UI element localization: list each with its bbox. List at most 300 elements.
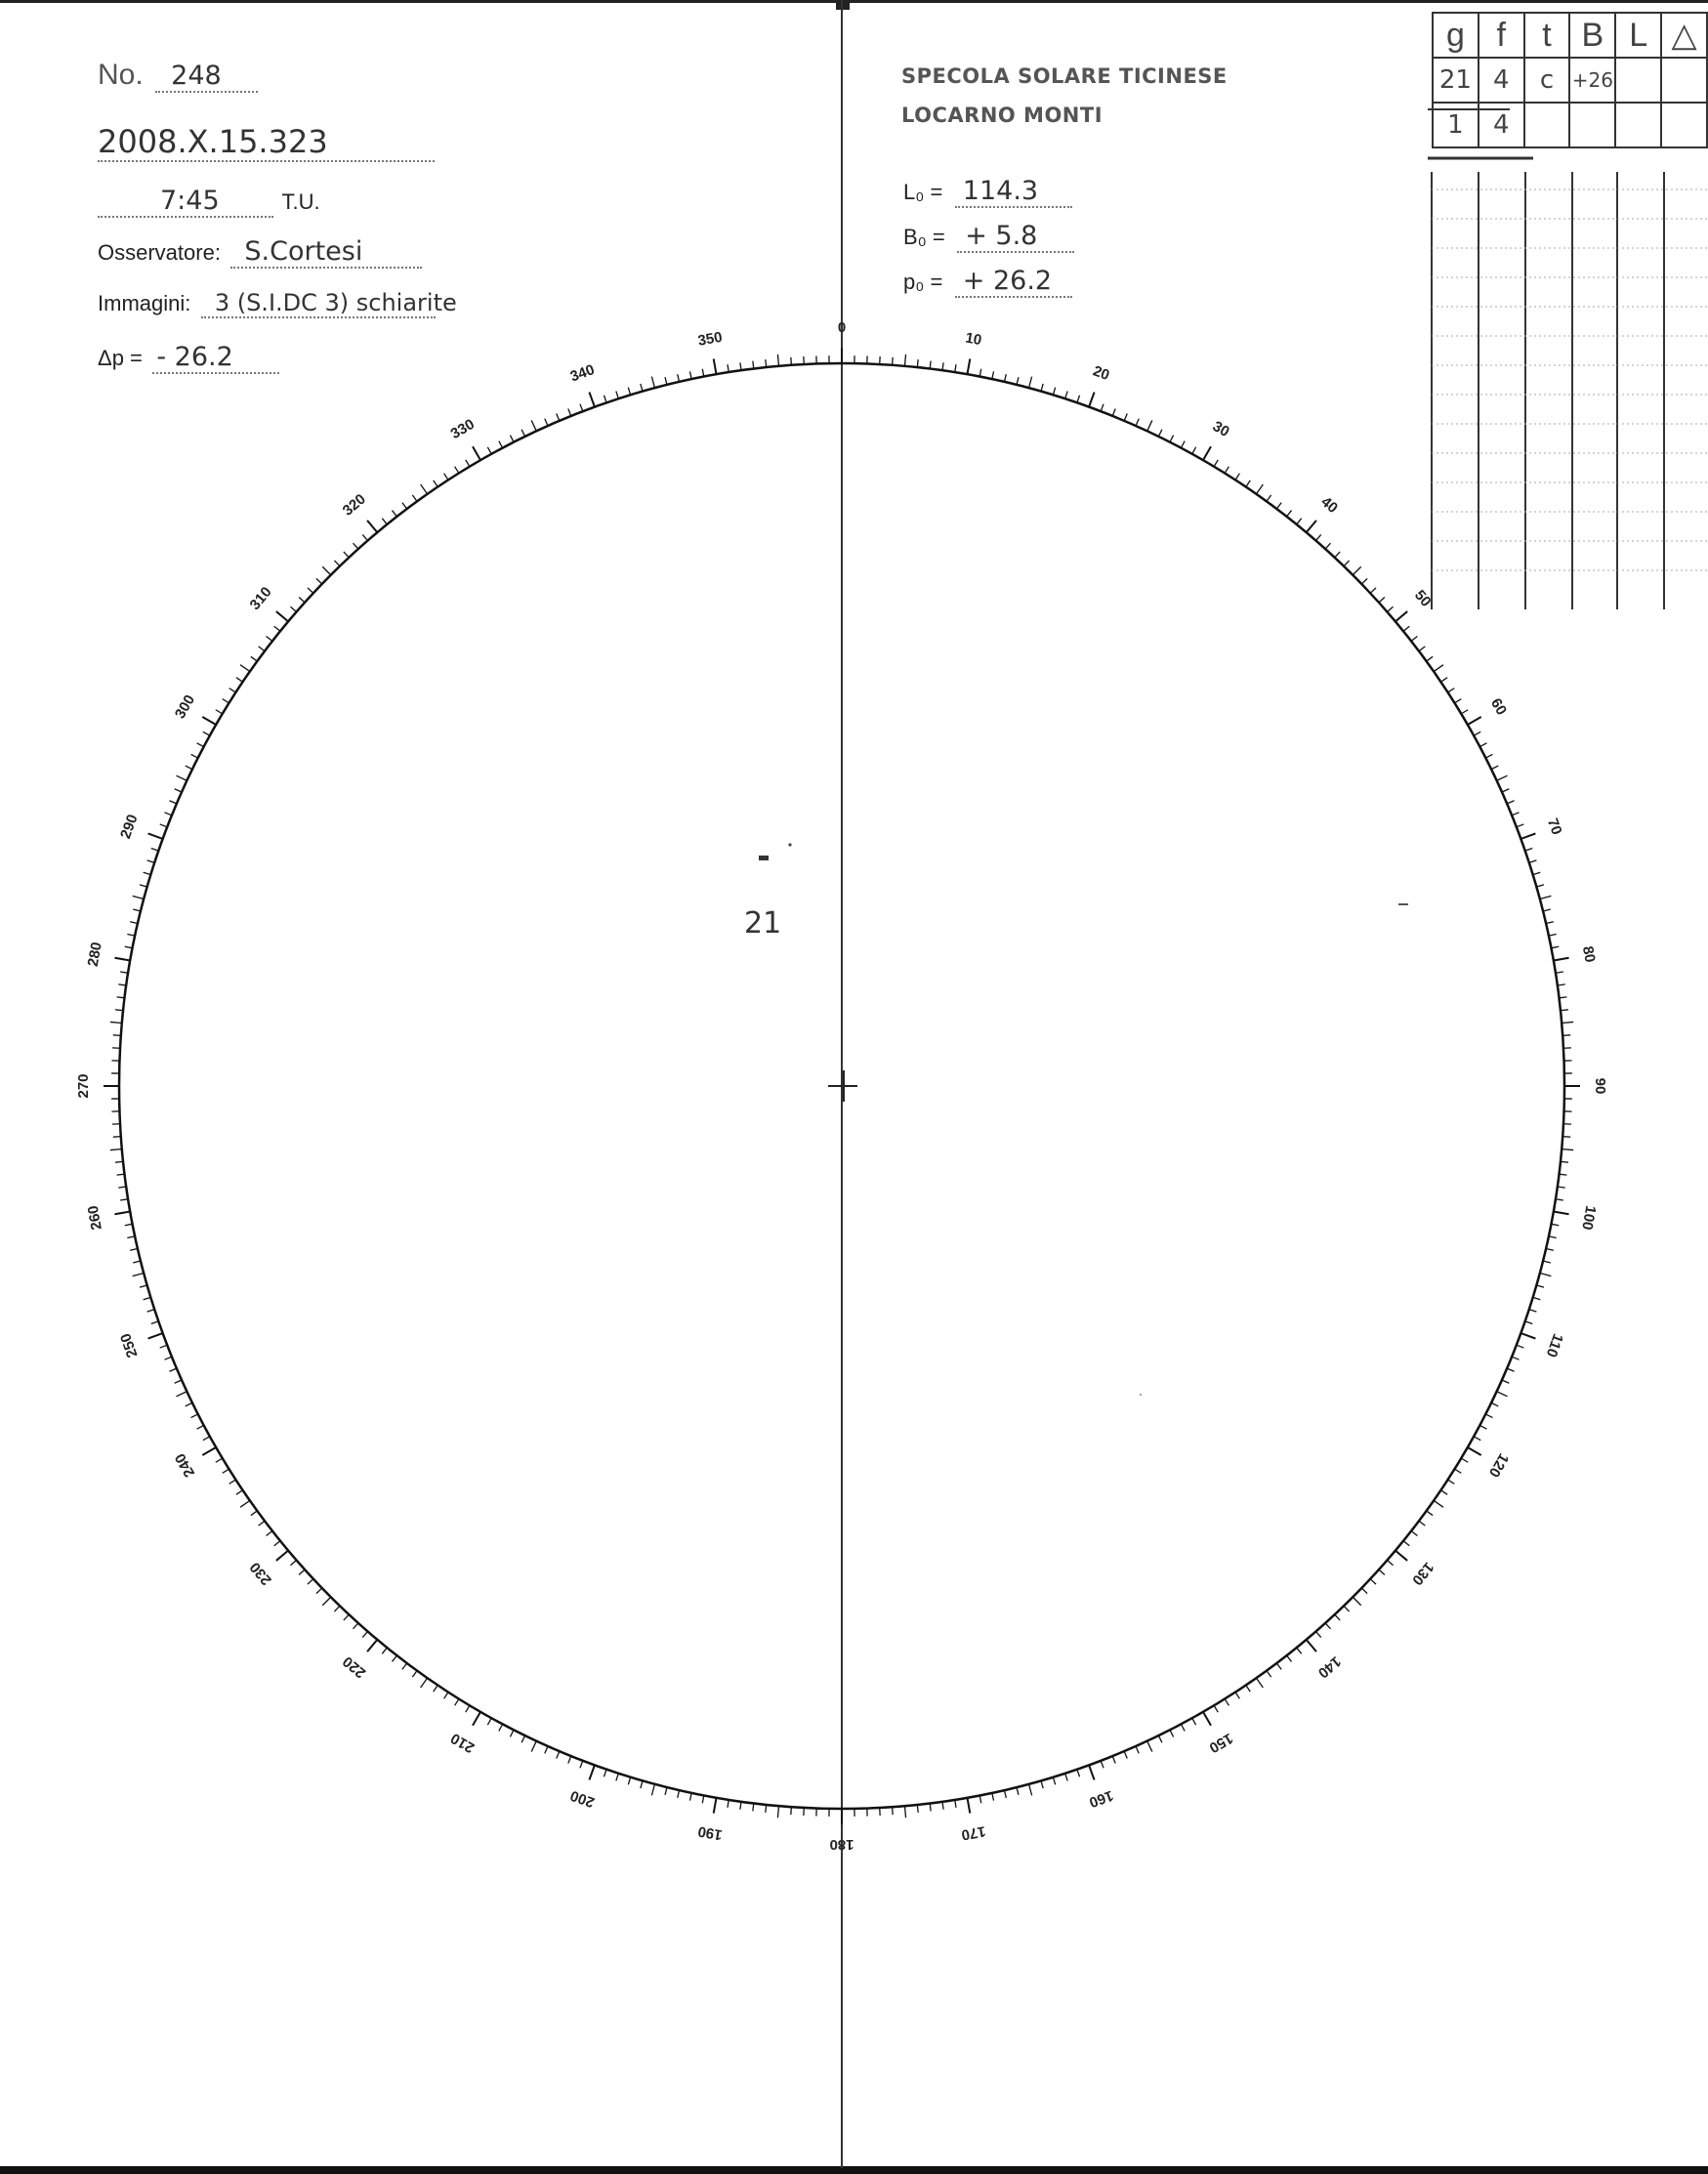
scale-label: 230 (246, 1559, 275, 1589)
scale-tick (322, 566, 330, 574)
scale-tick (1335, 552, 1340, 558)
scale-tick (144, 872, 151, 874)
scale-tick (1307, 1640, 1316, 1651)
scale-tick (1440, 678, 1447, 682)
scale-tick (1136, 1746, 1139, 1753)
scale-tick (240, 665, 250, 672)
scale-tick (115, 1010, 123, 1011)
scale-tick (1558, 1187, 1565, 1188)
scale-tick (240, 1500, 250, 1507)
scale-tick (979, 1795, 981, 1803)
scale-tick (557, 1751, 560, 1758)
scale-tick (930, 1803, 931, 1811)
scale-tick (118, 1187, 126, 1188)
scale-tick (127, 1236, 135, 1238)
scale-tick (1379, 1569, 1385, 1574)
scale-tick (344, 552, 349, 558)
scale-tick (1325, 543, 1330, 549)
table-cell: 21 (1433, 58, 1479, 103)
scale-label: 90 (1592, 1077, 1609, 1095)
scale-tick (1325, 1623, 1330, 1629)
scale-tick (1554, 958, 1569, 961)
scale-tick (140, 1285, 147, 1287)
scale-tick (362, 534, 367, 540)
images-value: 3 (S.I.DC 3) schiarite (214, 289, 457, 316)
scale-label: 190 (696, 1822, 724, 1844)
scale-tick (728, 1800, 729, 1808)
scale-tick (589, 393, 594, 407)
scale-tick (236, 1490, 243, 1494)
scale-label: 130 (1408, 1559, 1437, 1589)
scale-tick (531, 1741, 536, 1752)
scale-tick (1427, 656, 1433, 661)
scale-tick (1235, 474, 1239, 481)
scale-tick (1136, 419, 1139, 426)
scale-tick (1529, 860, 1537, 862)
scale-tick (110, 1149, 122, 1150)
scale-tick (120, 972, 128, 973)
scale-tick (344, 1614, 349, 1620)
scale-tick (1158, 430, 1162, 437)
scale-label: 240 (171, 1450, 199, 1481)
scale-tick (1124, 1751, 1127, 1758)
number-value: 248 (171, 61, 222, 91)
scale-tick (148, 1333, 163, 1338)
scale-tick (455, 1699, 459, 1706)
scale-tick (434, 1685, 437, 1692)
scale-label: 10 (964, 329, 983, 350)
scale-tick (1455, 1469, 1462, 1473)
scale-tick (521, 430, 525, 437)
scale-label: 70 (1543, 815, 1565, 838)
scale-tick (955, 1800, 956, 1808)
scale-tick (1517, 1345, 1523, 1348)
scale-tick (1396, 611, 1407, 621)
table-cell: 1 (1433, 103, 1479, 147)
scale-tick (1512, 813, 1519, 815)
scale-tick (1461, 1458, 1468, 1462)
scale-tick (1203, 446, 1211, 460)
observer-value: S.Cortesi (244, 236, 363, 267)
scale-tick (1461, 710, 1468, 714)
scale-tick (1546, 1248, 1554, 1250)
scale-tick (1419, 647, 1425, 651)
scale-tick (689, 371, 691, 379)
scale-tick (392, 511, 396, 517)
scale-tick (176, 775, 187, 780)
scale-tick (1561, 1161, 1568, 1162)
scale-tick (1491, 766, 1498, 770)
scale-tick (1533, 1297, 1541, 1299)
scale-tick (510, 1730, 514, 1736)
scale-tick (164, 1357, 171, 1359)
scale-label: 0 (837, 318, 847, 336)
scale-tick (164, 813, 171, 815)
scale-tick (628, 388, 630, 396)
scale-label: 300 (171, 691, 199, 722)
scale-tick (402, 1663, 407, 1669)
scale-tick (702, 1795, 704, 1803)
scale-tick (955, 364, 956, 372)
scale-tick (197, 743, 204, 747)
scale-tick (893, 357, 894, 365)
sunspot-mark (759, 856, 769, 860)
scale-tick (267, 636, 272, 641)
scale-label: 20 (1090, 362, 1112, 385)
scale-tick (531, 420, 536, 431)
scale-tick (316, 578, 322, 584)
scale-label: 140 (1314, 1652, 1345, 1682)
scale-tick (1297, 519, 1302, 524)
scale-label: 200 (567, 1786, 598, 1811)
scale-tick (133, 1274, 145, 1276)
scale-tick (1559, 997, 1566, 998)
scale-tick (568, 1756, 571, 1763)
scale-tick (151, 1321, 159, 1324)
table-header-cell: B (1569, 13, 1615, 58)
scale-tick (1551, 1224, 1559, 1226)
scale-tick (777, 1806, 778, 1818)
scale-label: 80 (1578, 944, 1599, 964)
scale-tick (402, 503, 407, 509)
scale-tick (1562, 1137, 1570, 1138)
scale-label: 170 (960, 1822, 987, 1844)
scale-tick (334, 561, 340, 566)
scale-tick (216, 1458, 223, 1462)
scale-tick (1353, 566, 1360, 574)
scale-tick (216, 710, 223, 714)
scale-tick (1267, 495, 1271, 501)
scale-tick (229, 689, 236, 692)
scale-tick (1562, 1035, 1570, 1036)
scale-tick (917, 1805, 918, 1813)
scale-tick (992, 371, 994, 379)
scale-tick (753, 1803, 754, 1811)
scale-tick (1147, 1741, 1152, 1752)
scale-tick (1403, 626, 1409, 631)
scale-tick (487, 1718, 491, 1725)
scale-tick (1225, 467, 1229, 474)
scale-tick (308, 588, 313, 593)
scale-tick (1192, 447, 1196, 454)
scale-tick (392, 1655, 396, 1661)
scale-tick (160, 824, 167, 827)
scale-tick (1158, 1735, 1162, 1742)
scale-tick (140, 885, 147, 887)
scale-label: 270 (74, 1073, 92, 1099)
scale-tick (930, 361, 931, 369)
scale-tick (113, 1137, 121, 1138)
scale-tick (176, 1392, 187, 1397)
scale-tick (316, 1588, 322, 1594)
sunspot-mark (788, 843, 791, 846)
scale-tick (740, 362, 741, 370)
scale-tick (382, 1648, 387, 1653)
scale-tick (992, 1793, 994, 1801)
scale-tick (466, 460, 470, 467)
scale-tick (1344, 561, 1350, 566)
table-header-cell: L (1615, 13, 1661, 58)
time-unit-label: T.U. (281, 189, 320, 214)
scale-tick (1448, 689, 1455, 692)
scale-tick (979, 369, 981, 377)
scale-tick (421, 1678, 428, 1688)
scale-tick (133, 909, 141, 911)
scale-tick (665, 1787, 667, 1795)
scale-tick (334, 1606, 340, 1611)
scale-tick (1192, 1718, 1196, 1725)
scale-tick (1474, 732, 1480, 735)
scale-tick (1497, 1392, 1508, 1397)
scale-tick (1256, 484, 1263, 494)
scale-tick (1507, 801, 1514, 804)
scale-tick (1517, 824, 1523, 827)
scale-tick (1387, 1560, 1393, 1565)
scale-tick (1546, 922, 1554, 924)
scale-tick (1562, 1022, 1573, 1023)
scale-tick (641, 384, 643, 392)
scale-tick (362, 1631, 367, 1637)
scale-label: 260 (84, 1204, 105, 1232)
ephemeris-value: + 5.8 (965, 221, 1038, 251)
scale-tick (1434, 665, 1443, 672)
scale-tick (904, 1806, 905, 1818)
observatory-line-2: LOCARNO MONTI (901, 104, 1104, 127)
scale-tick (1029, 1784, 1032, 1796)
scale-tick (251, 656, 257, 661)
scale-tick (487, 447, 491, 454)
scale-tick (1502, 1380, 1509, 1383)
scale-tick (1112, 408, 1115, 415)
scale-tick (651, 377, 654, 389)
scale-tick (580, 1761, 583, 1768)
scale-tick (1536, 1285, 1544, 1287)
scale-tick (791, 1807, 792, 1815)
scale-tick (678, 1790, 680, 1798)
scale-tick (308, 1579, 313, 1584)
scale-tick (421, 484, 428, 494)
scale-tick (1276, 503, 1281, 509)
scale-tick (1559, 1174, 1566, 1175)
scale-tick (1246, 1685, 1250, 1692)
scale-tick (382, 519, 387, 524)
scale-label: 150 (1206, 1729, 1236, 1757)
scale-tick (1485, 1414, 1492, 1418)
observatory-line-1: SPECOLA SOLARE TICINESE (901, 64, 1228, 88)
scale-tick (113, 1035, 121, 1036)
table-header-cell: f (1479, 13, 1524, 58)
observer-label: Osservatore: (98, 240, 221, 265)
scale-tick (714, 1798, 717, 1814)
scale-tick (1379, 597, 1385, 602)
scale-tick (1474, 1437, 1480, 1441)
scale-tick (893, 1807, 894, 1815)
scale-tick (169, 801, 176, 804)
scale-tick (455, 467, 459, 474)
scale-tick (1387, 606, 1393, 611)
scale-tick (766, 359, 767, 367)
scale-tick (740, 1802, 741, 1810)
scale-tick (1344, 1606, 1350, 1611)
scale-tick (1411, 636, 1417, 641)
scale-tick (904, 355, 905, 366)
scale-tick (1276, 1663, 1281, 1669)
scale-tick (942, 362, 943, 370)
scale-tick (1558, 984, 1565, 985)
scale-tick (1479, 1425, 1486, 1429)
scale-tick (1267, 1671, 1271, 1677)
scale-tick (1521, 833, 1535, 838)
scale-tick (115, 1161, 123, 1162)
scale-tick (1004, 1790, 1006, 1798)
scale-tick (678, 374, 680, 382)
scale-tick (499, 1724, 503, 1731)
scale-tick (753, 361, 754, 369)
scale-tick (1551, 946, 1559, 948)
scale-tick (1549, 934, 1557, 936)
scale-tick (1540, 1274, 1552, 1276)
scale-label: 40 (1317, 493, 1342, 518)
scale-label: 180 (829, 1836, 854, 1854)
scale-tick (202, 1447, 216, 1455)
scale-tick (117, 1174, 125, 1175)
scale-tick (557, 413, 560, 420)
ephemeris-label: p₀ = (903, 270, 943, 294)
scale-tick (1525, 848, 1533, 851)
scale-tick (144, 1297, 151, 1299)
scale-label: 350 (696, 328, 724, 350)
scale-tick (353, 1623, 357, 1629)
scale-tick (1170, 1730, 1174, 1736)
table-header-cell: △ (1661, 13, 1707, 58)
scale-tick (274, 626, 280, 631)
scale-tick (1556, 1199, 1563, 1200)
scale-tick (967, 358, 970, 374)
scale-label: 120 (1484, 1450, 1513, 1481)
scale-tick (236, 678, 243, 682)
table-cell: c (1524, 58, 1570, 103)
scale-tick (1411, 1531, 1417, 1536)
scale-tick (604, 1770, 606, 1777)
scale-tick (1396, 1551, 1407, 1561)
number-label: No. (98, 59, 144, 91)
scale-tick (223, 1469, 229, 1473)
scale-tick (1077, 1770, 1080, 1777)
scale-label: 250 (117, 1330, 142, 1360)
scale-tick (1315, 1631, 1320, 1637)
scale-tick (444, 1693, 448, 1699)
scale-tick (191, 1414, 198, 1418)
scale-tick (1491, 1402, 1498, 1406)
scale-tick (130, 1248, 138, 1250)
scale-tick (133, 896, 145, 899)
scale-tick (1170, 436, 1174, 442)
scale-tick (510, 436, 514, 442)
scale-tick (942, 1802, 943, 1810)
scale-tick (147, 1310, 155, 1312)
scale-tick (147, 860, 155, 862)
scale-label: 290 (117, 812, 142, 842)
scale-tick (175, 1380, 182, 1383)
scale-tick (274, 1541, 280, 1546)
scale-tick (1561, 1010, 1568, 1011)
scale-tick (1507, 1368, 1514, 1371)
scale-tick (1147, 420, 1152, 431)
scale-tick (604, 396, 606, 403)
scale-tick (1468, 717, 1481, 725)
scale-tick (125, 946, 133, 948)
scale-tick (1335, 1614, 1340, 1620)
scale-tick (223, 699, 229, 703)
scale-tick (1214, 1705, 1218, 1712)
scale-tick (1370, 1579, 1376, 1584)
scale-tick (714, 358, 717, 374)
scale-tick (1403, 1541, 1409, 1546)
scale-tick (641, 1780, 643, 1788)
scale-tick (568, 408, 571, 415)
scale-tick (1536, 885, 1544, 887)
scale-tick (299, 1569, 305, 1574)
scale-tick (1315, 534, 1320, 540)
scale-tick (589, 1765, 594, 1779)
scale-tick (1297, 1648, 1302, 1653)
scale-tick (259, 1521, 265, 1526)
date-value: 2008.X.15.323 (98, 123, 328, 160)
scale-tick (259, 647, 265, 651)
scale-tick (1287, 511, 1292, 517)
scale-tick (1455, 699, 1462, 703)
scale-tick (1533, 872, 1541, 874)
scale-tick (1287, 1655, 1292, 1661)
scale-tick (466, 1705, 470, 1712)
scale-label: 340 (567, 361, 598, 386)
scale-tick (702, 369, 704, 377)
scale-tick (1004, 374, 1006, 382)
scale-tick (1529, 1310, 1537, 1312)
scale-tick (545, 1746, 548, 1753)
scale-tick (1029, 377, 1032, 389)
scale-tick (202, 717, 216, 725)
scale-tick (276, 1551, 288, 1561)
scale-tick (1521, 1333, 1535, 1338)
ephemeris-value: 114.3 (962, 176, 1039, 206)
scale-label: 160 (1086, 1786, 1116, 1811)
scale-tick (1361, 1588, 1367, 1594)
scale-tick (130, 922, 138, 924)
scale-tick (728, 364, 729, 372)
scale-tick (110, 1022, 122, 1023)
scale-tick (290, 1560, 296, 1565)
group-number-label: 21 (744, 906, 782, 941)
scale-tick (1246, 481, 1250, 487)
scale-tick (1041, 384, 1043, 392)
scale-tick (322, 1597, 330, 1605)
scale-tick (175, 789, 182, 792)
scale-tick (203, 732, 210, 735)
scale-tick (1549, 1236, 1557, 1238)
scale-tick (1041, 1780, 1043, 1788)
scale-tick (127, 934, 135, 936)
scale-tick (1101, 404, 1104, 411)
scale-tick (290, 606, 296, 611)
scale-tick (917, 359, 918, 367)
scale-tick (120, 1199, 128, 1200)
scale-tick (1065, 1774, 1067, 1781)
scale-tick (267, 1531, 272, 1536)
scale-tick (197, 1425, 204, 1429)
scale-tick (251, 1511, 257, 1516)
scale-tick (133, 1261, 141, 1263)
